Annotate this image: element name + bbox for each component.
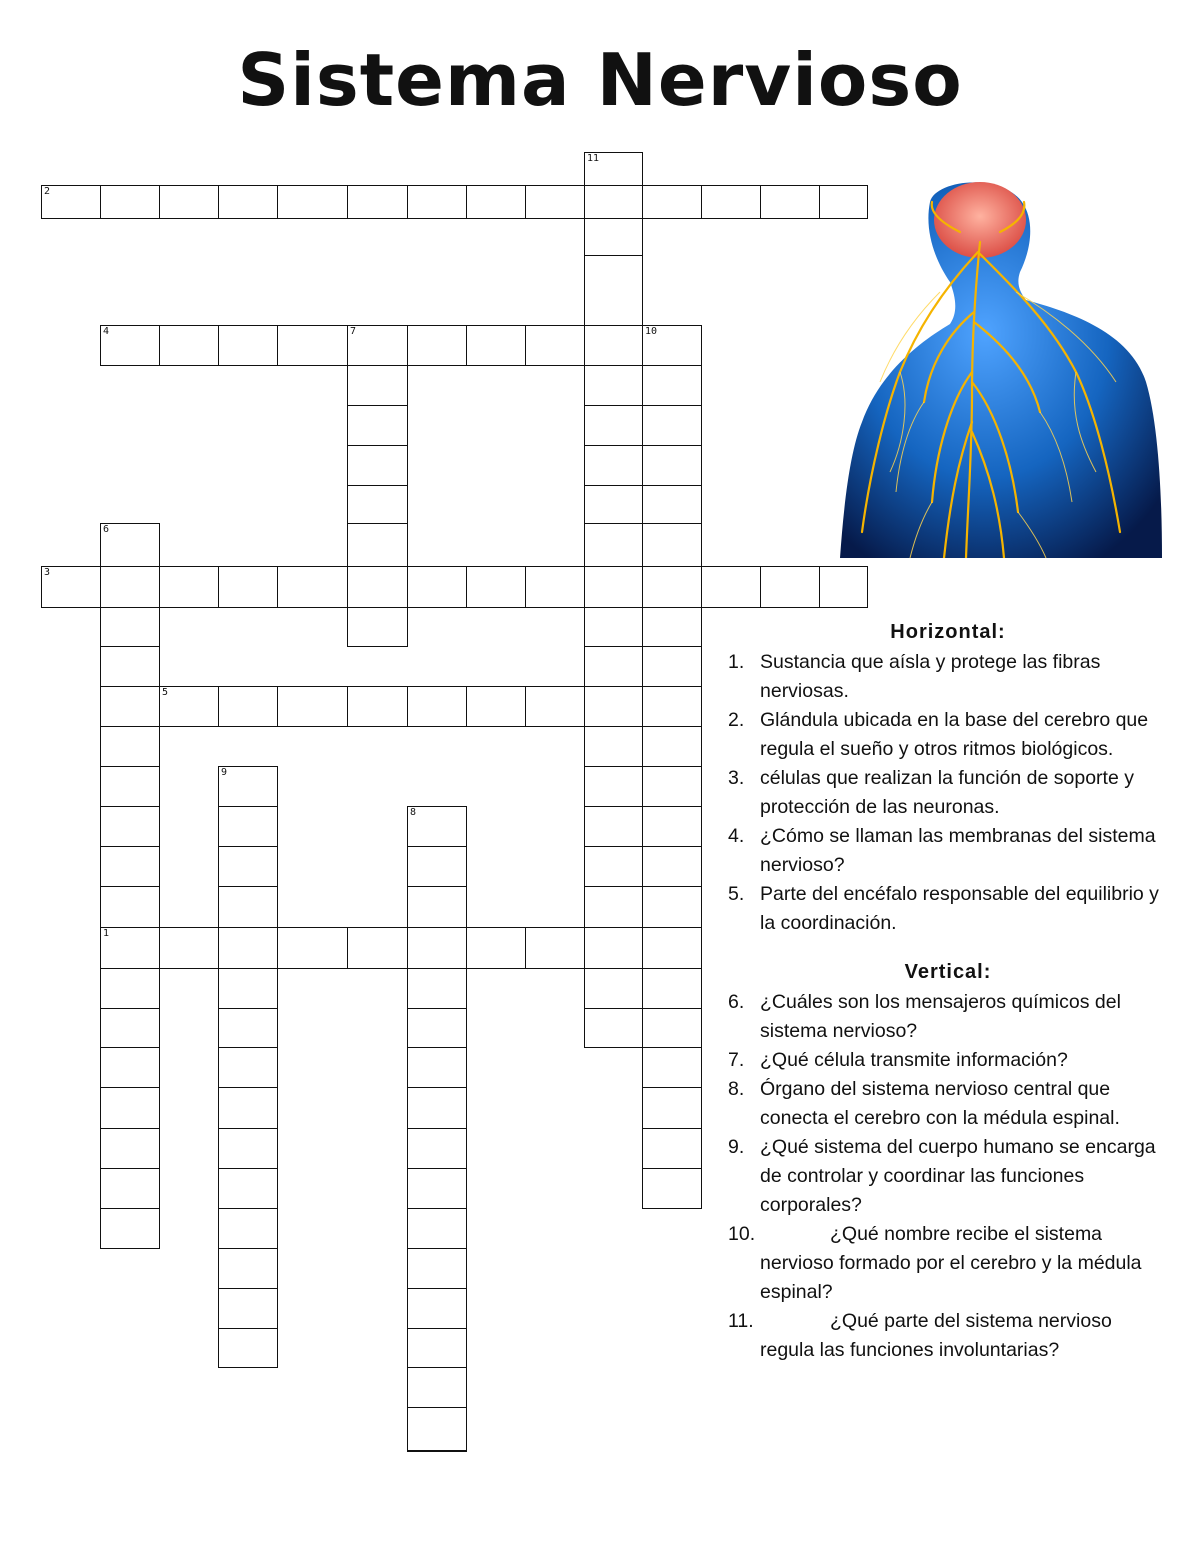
crossword-cell[interactable] xyxy=(218,1168,278,1209)
crossword-cell[interactable] xyxy=(642,1008,702,1048)
crossword-cell[interactable] xyxy=(100,726,160,767)
crossword-cell[interactable] xyxy=(100,1008,160,1048)
crossword-cell[interactable] xyxy=(100,1087,160,1129)
crossword-cell[interactable] xyxy=(407,185,467,219)
clue-number: 7. xyxy=(728,1049,745,1071)
clue-text: Glándula ubicada en la base del cerebro que regula el sueño y otros ritmos biológicos. xyxy=(760,709,1149,760)
crossword-cell[interactable] xyxy=(100,766,160,807)
clue-text: ¿Qué parte del sistema nervioso regula las funciones involuntarias? xyxy=(760,1310,1112,1361)
crossword-cell[interactable] xyxy=(218,325,278,366)
crossword-cell[interactable] xyxy=(277,185,348,219)
crossword-cell[interactable] xyxy=(642,886,702,928)
crossword-cell[interactable] xyxy=(642,1128,702,1169)
crossword-cell[interactable] xyxy=(584,968,643,1009)
crossword-cell[interactable] xyxy=(100,1047,160,1088)
crossword-cell[interactable] xyxy=(642,523,702,567)
crossword-cell[interactable] xyxy=(218,1128,278,1169)
clue-number: 1. xyxy=(728,651,745,673)
clue-number: 5. xyxy=(728,883,745,905)
crossword-cell[interactable] xyxy=(218,886,278,928)
clue-text: células que realizan la función de soporte y protección de las neuronas. xyxy=(760,767,1134,818)
crossword-cell[interactable] xyxy=(407,1450,467,1452)
crossword-cell[interactable] xyxy=(218,1248,278,1289)
crossword-cell[interactable] xyxy=(525,185,585,219)
horizontal-heading: Horizontal: xyxy=(890,621,1006,643)
crossword-cell[interactable] xyxy=(642,185,702,219)
crossword-cell[interactable] xyxy=(407,1407,467,1451)
crossword-cell[interactable] xyxy=(642,325,702,366)
nervous-system-illustration xyxy=(840,172,1162,558)
crossword-cell[interactable] xyxy=(100,325,160,366)
crossword-cell[interactable] xyxy=(347,445,408,486)
crossword-cell[interactable] xyxy=(347,485,408,524)
crossword-cell[interactable] xyxy=(642,726,702,767)
crossword-cell[interactable] xyxy=(218,1008,278,1048)
crossword-cell[interactable] xyxy=(407,1248,467,1289)
crossword-cell[interactable] xyxy=(347,686,408,727)
crossword-cell[interactable] xyxy=(466,566,526,608)
crossword-cell[interactable] xyxy=(584,523,643,567)
crossword-cell[interactable] xyxy=(218,185,278,219)
crossword-cell[interactable] xyxy=(100,607,160,647)
crossword-cell[interactable] xyxy=(642,1168,702,1209)
cell-number: 5 xyxy=(162,687,169,698)
crossword-cell[interactable] xyxy=(584,607,643,647)
crossword-cell[interactable] xyxy=(584,806,643,847)
crossword-cell[interactable] xyxy=(584,846,643,887)
crossword-cell[interactable] xyxy=(642,405,702,446)
crossword-cell[interactable] xyxy=(407,806,467,847)
crossword-cell[interactable] xyxy=(466,686,526,727)
crossword-cell[interactable] xyxy=(642,607,702,647)
crossword-cell[interactable] xyxy=(100,968,160,1009)
crossword-cell[interactable] xyxy=(159,566,219,608)
clue-item xyxy=(728,1133,1168,1220)
cell-number: 9 xyxy=(221,767,228,778)
crossword-cell[interactable] xyxy=(218,806,278,847)
crossword-cell[interactable] xyxy=(159,325,219,366)
cell-number: 3 xyxy=(44,567,51,578)
crossword-cell[interactable] xyxy=(642,365,702,406)
crossword-cell[interactable] xyxy=(347,566,408,608)
crossword-cell[interactable] xyxy=(407,886,467,928)
clue-item xyxy=(728,764,1168,822)
clue-text: ¿Qué célula transmite información? xyxy=(760,1049,1068,1071)
crossword-cell[interactable] xyxy=(407,1047,467,1088)
crossword-cell[interactable] xyxy=(100,566,160,608)
crossword-cell[interactable] xyxy=(100,1208,160,1249)
clue-number: 6. xyxy=(728,991,745,1013)
crossword-cell[interactable] xyxy=(218,1208,278,1249)
crossword-cell[interactable] xyxy=(407,325,467,366)
crossword-cell[interactable] xyxy=(584,886,643,928)
crossword-cell[interactable] xyxy=(277,686,348,727)
crossword-cell[interactable] xyxy=(347,365,408,406)
crossword-cell[interactable] xyxy=(525,927,585,969)
crossword-cell[interactable] xyxy=(100,646,160,687)
crossword-cell[interactable] xyxy=(584,445,643,486)
crossword-cell[interactable] xyxy=(701,185,761,219)
page-title: Sistema Nervioso xyxy=(237,38,963,122)
crossword-cell[interactable] xyxy=(347,405,408,446)
crossword-cell[interactable] xyxy=(277,927,348,969)
crossword-cell[interactable] xyxy=(218,1047,278,1088)
crossword-cell[interactable] xyxy=(407,1168,467,1209)
crossword-cell[interactable] xyxy=(41,185,101,219)
crossword-cell[interactable] xyxy=(347,927,408,969)
clues-panel xyxy=(728,620,1168,1365)
crossword-cell[interactable] xyxy=(819,566,868,608)
cell-number: 8 xyxy=(410,807,417,818)
cell-number: 10 xyxy=(645,326,658,337)
crossword-cell[interactable] xyxy=(407,1367,467,1408)
crossword-cell[interactable] xyxy=(642,927,702,969)
clue-number: 10. xyxy=(728,1223,756,1245)
crossword-cell[interactable] xyxy=(525,566,585,608)
crossword-cell[interactable] xyxy=(277,566,348,608)
clue-number: 2. xyxy=(728,709,745,731)
clue-item xyxy=(728,648,1168,706)
clue-item xyxy=(728,880,1168,938)
crossword-cell[interactable] xyxy=(100,846,160,887)
crossword-cell[interactable] xyxy=(159,927,219,969)
crossword-cell[interactable] xyxy=(218,1328,278,1368)
crossword-cell[interactable] xyxy=(407,846,467,887)
crossword-cell[interactable] xyxy=(584,566,643,608)
crossword-cell[interactable] xyxy=(100,185,160,219)
clue-text: Parte del encéfalo responsable del equilibrio y la coordinación. xyxy=(760,883,1159,934)
clue-number: 4. xyxy=(728,825,745,847)
crossword-cell[interactable] xyxy=(642,846,702,887)
clue-text: Órgano del sistema nervioso central que conecta el cerebro con la médula espinal. xyxy=(760,1078,1120,1129)
cell-number: 2 xyxy=(44,186,51,197)
crossword-cell[interactable] xyxy=(407,1208,467,1249)
clue-text: ¿Qué nombre recibe el sistema nervioso formado por el cerebro y la médula espinal? xyxy=(760,1223,1142,1303)
crossword-cell[interactable] xyxy=(100,806,160,847)
crossword-cell[interactable] xyxy=(218,766,278,807)
clue-item xyxy=(728,1220,1168,1307)
crossword-cell[interactable] xyxy=(584,405,643,446)
crossword-cell[interactable] xyxy=(466,185,526,219)
crossword-cell[interactable] xyxy=(642,766,702,807)
crossword-cell[interactable] xyxy=(159,686,219,727)
crossword-cell[interactable] xyxy=(218,846,278,887)
crossword-cell[interactable] xyxy=(347,185,408,219)
clue-text: Sustancia que aísla y protege las fibras nerviosas. xyxy=(760,651,1101,702)
clue-text: ¿Qué sistema del cuerpo humano se encarga de controlar y coordinar las funciones corporales? xyxy=(760,1136,1156,1216)
crossword-cell[interactable] xyxy=(100,686,160,727)
crossword-cell[interactable] xyxy=(642,806,702,847)
crossword-cell[interactable] xyxy=(466,927,526,969)
crossword-cell[interactable] xyxy=(100,523,160,567)
crossword-cell[interactable] xyxy=(642,968,702,1009)
cell-number: 11 xyxy=(587,153,600,164)
crossword-cell[interactable] xyxy=(584,255,643,326)
crossword-cell[interactable] xyxy=(584,365,643,406)
clue-number: 8. xyxy=(728,1078,745,1100)
crossword-cell[interactable] xyxy=(407,1128,467,1169)
clue-text: ¿Cómo se llaman las membranas del sistema nervioso? xyxy=(760,825,1156,876)
clue-text: ¿Cuáles son los mensajeros químicos del sistema nervioso? xyxy=(760,991,1121,1042)
crossword-cell[interactable] xyxy=(277,325,348,366)
crossword-cell[interactable] xyxy=(100,1128,160,1169)
crossword-cell[interactable] xyxy=(218,968,278,1009)
crossword-cell[interactable] xyxy=(584,646,643,687)
clue-item xyxy=(728,988,1168,1046)
crossword-cell[interactable] xyxy=(159,185,219,219)
crossword-cell[interactable] xyxy=(584,218,643,256)
crossword-cell[interactable] xyxy=(407,686,467,727)
clue-item xyxy=(728,706,1168,764)
clue-item xyxy=(728,1075,1168,1133)
crossword-cell[interactable] xyxy=(100,927,160,969)
crossword-cell[interactable] xyxy=(407,566,467,608)
crossword-cell[interactable] xyxy=(642,686,702,727)
crossword-cell[interactable] xyxy=(642,1047,702,1088)
clue-item xyxy=(728,1046,1168,1075)
crossword-cell[interactable] xyxy=(218,686,278,727)
crossword-cell[interactable] xyxy=(347,607,408,647)
crossword-cell[interactable] xyxy=(407,1008,467,1048)
crossword-cell[interactable] xyxy=(407,1288,467,1329)
crossword-cell[interactable] xyxy=(407,1087,467,1129)
crossword-cell[interactable] xyxy=(584,152,643,186)
crossword-cell[interactable] xyxy=(642,485,702,524)
crossword-cell[interactable] xyxy=(584,766,643,807)
clue-number: 3. xyxy=(728,767,745,789)
crossword-cell[interactable] xyxy=(642,566,702,608)
cell-number: 4 xyxy=(103,326,110,337)
crossword-cell[interactable] xyxy=(407,968,467,1009)
clue-item xyxy=(728,822,1168,880)
crossword-cell[interactable] xyxy=(347,523,408,567)
crossword-cell[interactable] xyxy=(466,325,526,366)
crossword-cell[interactable] xyxy=(218,927,278,969)
cell-number: 1 xyxy=(103,928,110,939)
cell-number: 7 xyxy=(350,326,357,337)
crossword-cell[interactable] xyxy=(218,566,278,608)
crossword-cell[interactable] xyxy=(100,1168,160,1209)
clue-number: 9. xyxy=(728,1136,745,1158)
crossword-cell[interactable] xyxy=(347,325,408,366)
crossword-cell[interactable] xyxy=(584,185,643,219)
clue-number: 11. xyxy=(728,1310,754,1332)
crossword-cell[interactable] xyxy=(584,1008,643,1048)
crossword-cell[interactable] xyxy=(584,686,643,727)
cell-number: 6 xyxy=(103,524,110,535)
crossword-cell[interactable] xyxy=(584,927,643,969)
clue-item xyxy=(728,1307,1168,1365)
crossword-cell[interactable] xyxy=(760,566,820,608)
crossword-cell[interactable] xyxy=(760,185,820,219)
vertical-clues xyxy=(728,988,1168,1365)
crossword-cell[interactable] xyxy=(584,325,643,366)
crossword-cell[interactable] xyxy=(218,1288,278,1329)
crossword-cell[interactable] xyxy=(407,1328,467,1368)
crossword-cell[interactable] xyxy=(525,325,585,366)
crossword-cell[interactable] xyxy=(701,566,761,608)
crossword-cell[interactable] xyxy=(41,566,101,608)
crossword-cell[interactable] xyxy=(218,1087,278,1129)
crossword-cell[interactable] xyxy=(584,726,643,767)
horizontal-clues xyxy=(728,648,1168,938)
crossword-cell[interactable] xyxy=(642,445,702,486)
crossword-cell[interactable] xyxy=(407,927,467,969)
crossword-cell[interactable] xyxy=(584,485,643,524)
crossword-cell[interactable] xyxy=(642,646,702,687)
crossword-cell[interactable] xyxy=(100,886,160,928)
crossword-cell[interactable] xyxy=(642,1087,702,1129)
crossword-cell[interactable] xyxy=(525,686,585,727)
vertical-heading: Vertical: xyxy=(904,961,992,983)
